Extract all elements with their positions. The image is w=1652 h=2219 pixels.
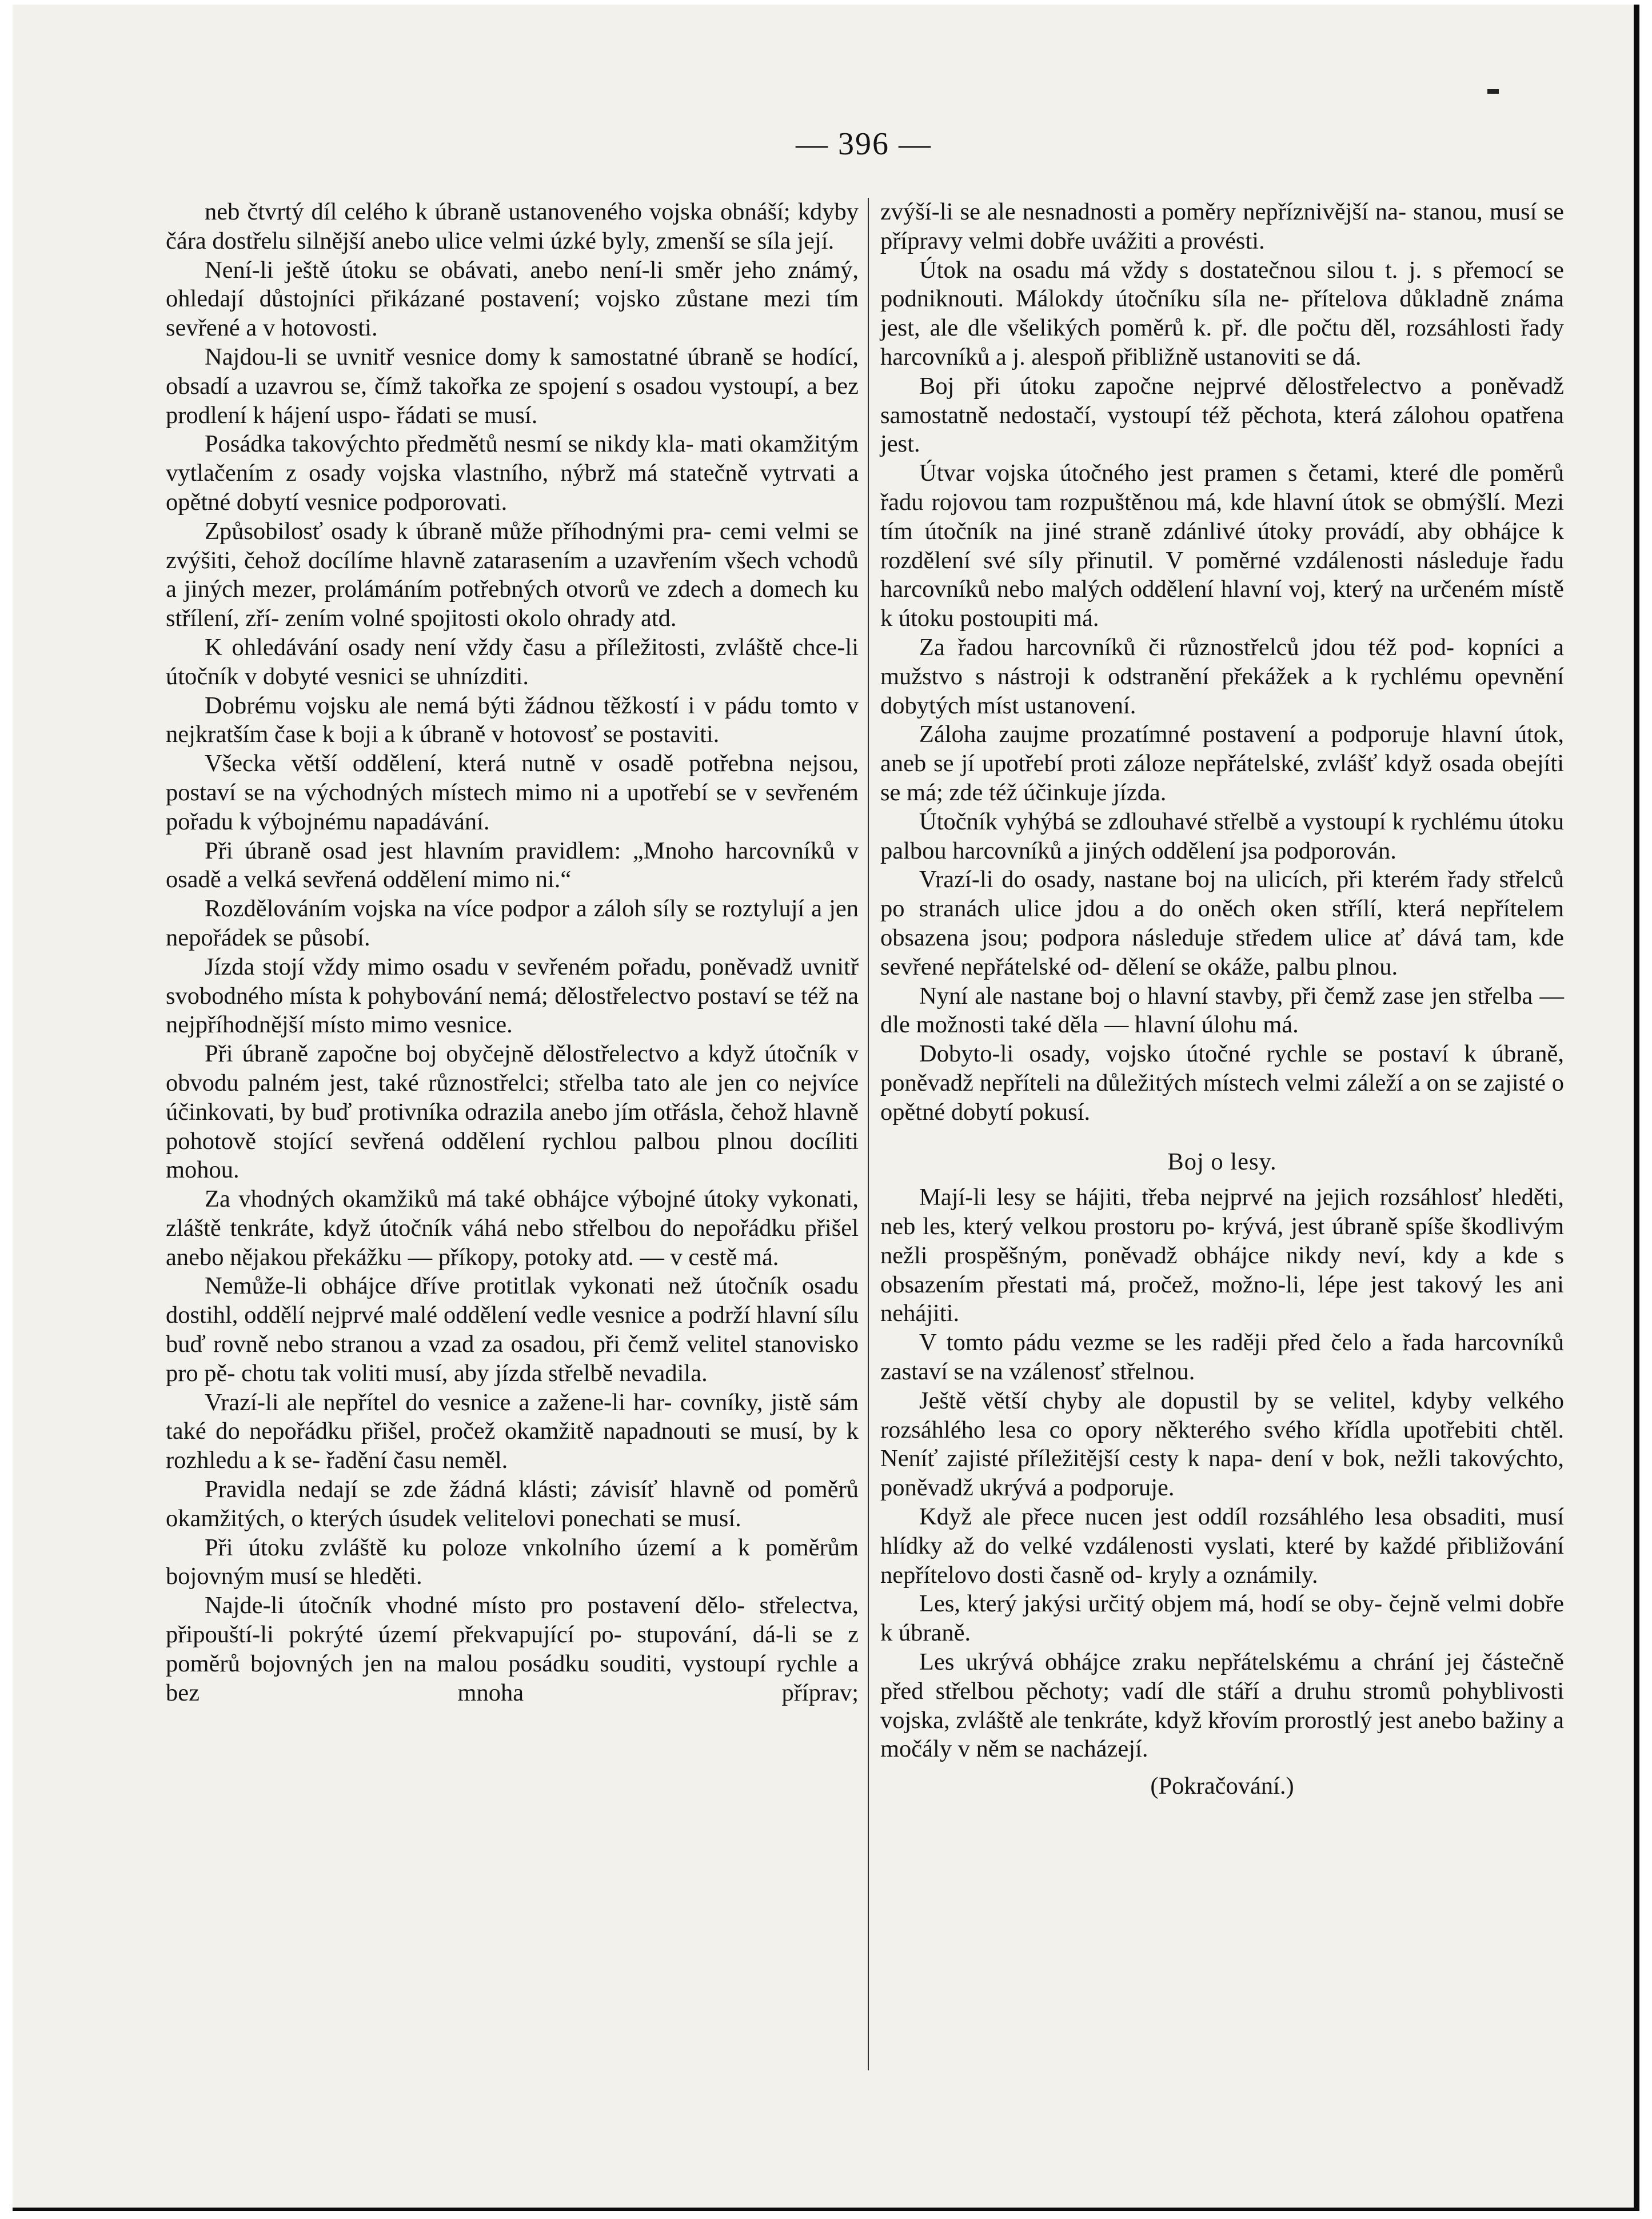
text-line: Nemůže-li obhájce dříve protitlak vykonati než <box>205 1272 702 1300</box>
text-line: hlavní útok se obmýšlí. Mezi tím útočník na jiné straně <box>880 488 1565 545</box>
continuation-note: (Pokračování.) <box>1150 1773 1294 1800</box>
text-line: zase jen střelba — dle možnosti také děla — hlavní <box>880 982 1564 1039</box>
paragraph <box>166 1185 859 1272</box>
text-line: Les ukrývá obhájce zraku nepřátelskému a chrání <box>919 1649 1434 1676</box>
paragraph <box>880 1040 1564 1127</box>
paragraph <box>166 1272 859 1388</box>
text-line: řadění času neměl. <box>326 1447 508 1474</box>
text-line: poněvadž uvnitř svobodného místa k pohybování nemá; <box>166 953 859 1009</box>
paragraph <box>166 837 859 895</box>
text-line: dení v bok, nežli takovýchto, poněvadž ukrývá a podporuje. <box>880 1445 1565 1502</box>
paragraph <box>880 198 1564 256</box>
text-line: zvlášť když osada obejíti se má; zde též účinkuje jízda. <box>880 750 1564 806</box>
text-line: střelba tato ale jen co nejvíce účinkovati, by buď protivníka <box>166 1069 859 1126</box>
text-line: Útvar vojska útočného jest pramen s četami, které <box>919 460 1439 487</box>
text-line: vedle vesnice a podrží hlavní sílu buď rovně nebo stranou <box>166 1302 859 1358</box>
paragraph <box>166 633 859 692</box>
text-line: Vrazí-li ale nepřítel do vesnice a zažene-li har- <box>205 1388 672 1416</box>
text-line: přítelova důkladně známa jest, ale dle všelikých poměrů <box>880 285 1565 342</box>
left-column <box>166 198 859 1707</box>
text-line: od poměrů okamžitých, o kterých úsudek velitelovi <box>166 1476 859 1532</box>
paragraph <box>166 749 859 836</box>
text-line: k rychlému útoku palbou harcovníků a jiných oddělení <box>880 808 1565 864</box>
paragraph <box>166 953 859 1040</box>
paragraph <box>166 895 859 953</box>
text-line: úbraně se hodící, obsadí a uzavrou se, čímž takořka ze <box>166 343 859 400</box>
text-line: Dobrému vojsku ale nemá býti žádnou těžkostí <box>205 692 679 719</box>
text-line: se nacházejí. <box>1024 1735 1148 1763</box>
text-line: ponechati se musí. <box>561 1504 741 1532</box>
paragraph <box>166 256 859 343</box>
text-line: řádati se musí. <box>396 401 538 429</box>
text-line: K ohledávání osady není vždy času a příležitosti, <box>205 633 706 661</box>
text-line: útoky vykonati, zláště tenkráte, když útočník váhá nebo <box>166 1186 859 1242</box>
paragraph <box>166 1388 859 1475</box>
text-line: Najdou-li se uvnitř vesnice domy k samostatné <box>205 343 679 370</box>
text-line: neb čtvrtý díl celého k úbraně ustanoveného vojska <box>205 198 713 225</box>
text-line: Vrazí-li do osady, nastane boj na ulicích, při kterém <box>919 866 1439 893</box>
text-line: Za vhodných okamžiků má také obhájce výbojné <box>205 1186 696 1213</box>
paragraph <box>880 256 1564 372</box>
text-line: síly přinutil. V poměrné vzdálenosti následuje řadu <box>1028 546 1565 574</box>
text-line: vojsko zůstane mezi tím sevřené a v hotovosti. <box>166 285 859 342</box>
text-line: Útočník vyhýbá se zdlouhavé střelbě a vystoupí <box>919 808 1386 835</box>
text-line: Když ale přece nucen jest oddíl rozsáhlého lesa <box>919 1503 1412 1531</box>
paragraph <box>880 1387 1564 1503</box>
text-line: harcovníků nebo malých oddělení hlavní voj, který na <box>880 576 1414 603</box>
text-line: poněvadž obhájce nikdy neví, kdy a kde s obsazením <box>880 1242 1564 1298</box>
text-line: Záloha zaujme prozatímné postavení a podporuje <box>919 721 1430 748</box>
text-line: záleží a on se zajisté o opětné dobytí pokusí. <box>880 1069 1564 1126</box>
text-line: když křovím prorostlý jest anebo bažiny a močály v něm <box>880 1706 1564 1763</box>
text-line: covníky, jistě sám také do nepořádku přišel, pročež <box>166 1388 859 1445</box>
text-line: mimo vesnice. <box>370 1011 513 1039</box>
text-line: zvýší-li se ale nesnadnosti a poměry nepříznivější na- <box>880 198 1407 225</box>
paragraph <box>880 865 1564 981</box>
text-line: V tomto pádu vezme se les raději před čelo a <box>919 1329 1392 1356</box>
text-line: řady střelců po stranách ulice jdou a do oněch oken <box>880 866 1564 923</box>
text-line: rozsáhlosť hleděti, neb les, který velkou prostoru po- <box>880 1184 1565 1240</box>
text-line: dělostřelectvo postaví se též na nejpříhodnější místo <box>166 982 859 1039</box>
text-line: Nyní ale nastane boj o hlavní stavby, při čemž <box>919 982 1375 1009</box>
text-line: spojení s osadou vystoupí, a bez prodlení k hájení uspo- <box>166 372 859 429</box>
text-line: Při úbraně započne boj obyčejně dělostřelectvo a <box>205 1040 699 1068</box>
text-line: nejsou, postaví se na východných místech mimo ni a <box>166 750 859 806</box>
text-line: Posádka takovýchto předmětů nesmí se nikdy kla- <box>205 430 694 458</box>
text-line: zdánlivé útoky provádí, aby obhájce k rozdělení své <box>880 517 1564 574</box>
text-line: a uzavřením všech vchodů a jiných mezer, prolámáním <box>166 546 859 603</box>
text-line: a vzad za osadou, při čemž velitel stanovisko pro pě- <box>166 1331 859 1387</box>
text-line: druhu stromů pohyblivosti vojska, zvláště ale tenkráte, <box>880 1677 1564 1734</box>
text-line: Les, který jakýsi určitý objem má, hodí se oby- <box>919 1590 1383 1618</box>
text-line: Při úbraně osad jest hlavním pravidlem: „Mnoho <box>205 837 714 864</box>
text-line: Najde-li útočník vhodné místo pro postavení dělo- <box>205 1592 745 1619</box>
text-line: Při útoku zvláště ku poloze vnkolního území a <box>205 1534 723 1561</box>
text-line: má statečně vytrvati a opětné dobytí vesnice podporovati. <box>166 460 859 516</box>
text-line: harcovníků v osadě a velká sevřená oddělení mimo ni.“ <box>166 837 859 893</box>
text-line: alespoň přibližně ustanoviti se dá. <box>1031 343 1362 370</box>
paragraph <box>166 1040 859 1185</box>
paragraph <box>880 808 1564 866</box>
ink-mark <box>1487 89 1499 94</box>
text-line: posádku souditi, vystoupí rychle a bez mnoha příprav; <box>166 1650 859 1706</box>
text-line: velkého rozsáhlého lesa co opory některého svého křídla <box>880 1387 1565 1443</box>
text-line: střelectva, připouští-li pokrýté území překvapující po- <box>166 1592 859 1649</box>
text-line: — příkopy, potoky atd. — v cestě má. <box>408 1243 779 1271</box>
paragraph <box>880 1590 1564 1648</box>
text-line: i v pádu tomto v nejkratším čase k boji a k úbraně <box>166 692 859 748</box>
text-line: přestati má, pročež, možno-li, lépe jest takový les ani <box>996 1271 1564 1298</box>
text-line: k. př. dle počtu děl, rozsáhlosti řady harcovníků a j. <box>880 314 1565 370</box>
text-line: jsa podporován. <box>1241 837 1396 864</box>
text-line: chotu tak voliti musí, aby jízda střelbě nevadila. <box>241 1359 708 1387</box>
text-line: která zálohou opatřena jest. <box>880 401 1564 458</box>
text-line: k poměrům bojovným musí se hleděti. <box>166 1534 859 1590</box>
text-line: kryly a oznámily. <box>1148 1561 1318 1589</box>
text-line: okamžitě napadnouti se musí, by k rozhledu a k se- <box>166 1418 859 1474</box>
paragraph <box>166 430 859 517</box>
text-line: zením volné spojitosti okolo ohrady atd. <box>285 605 677 632</box>
text-line: kopníci a mužstvo s nástroji k odstranění překážek a <box>880 633 1564 690</box>
text-line: Dobyto-li osady, vojsko útočné rychle se postaví <box>919 1040 1449 1068</box>
text-line: středem ulice ať dává tam, kde sevřené nepřátelské od- <box>880 924 1564 980</box>
text-line: útočník osadu dostihl, oddělí nejprvé malé oddělení <box>166 1272 859 1329</box>
text-line: Boj při útoku započne nejprvé dělostřelectvo a <box>919 372 1452 400</box>
text-line: které by každé přibližování nepřítelovo dosti časně od- <box>880 1532 1565 1589</box>
text-line: v hotovosť se postaviti. <box>492 721 720 748</box>
text-line: potřebných otvorů ve zdech a domech ku střílení, zří- <box>166 576 859 632</box>
paragraph <box>166 198 859 256</box>
text-line: čejně velmi dobře k úbraně. <box>880 1590 1564 1647</box>
text-line: obnáší; kdyby čára dostřelu silnější anebo ulice velmi <box>166 198 859 254</box>
text-line: stupování, dá-li se z poměrů bojovných jen na malou <box>166 1621 859 1677</box>
page <box>13 5 1639 2211</box>
paragraph <box>166 1591 859 1707</box>
text-line: dělení se okáže, palbu plnou. <box>1115 953 1398 980</box>
paragraph <box>166 1475 859 1534</box>
text-line: řada harcovníků zastaví se na vzálenosť střelnou. <box>880 1329 1564 1386</box>
text-line: s přemocí se podniknouti. Málokdy útočníku síla ne- <box>880 256 1564 313</box>
paragraph <box>166 692 859 750</box>
paragraph <box>880 372 1564 459</box>
column-divider <box>868 198 869 2070</box>
text-line: určeném místě k útoku postoupiti má. <box>880 576 1564 632</box>
paragraph <box>166 1534 859 1592</box>
paragraph <box>880 633 1564 720</box>
section-heading: Boj o lesy. <box>1167 1148 1277 1175</box>
paragraph <box>880 1503 1564 1590</box>
text-line: Ještě větší chyby ale dopustil by se velitel, kdyby <box>919 1387 1472 1414</box>
text-line: upotřebí se v sevřeném pořadu k výbojnému napadávání. <box>166 779 859 835</box>
text-line: obsaditi, musí hlídky až do velké vzdálenosti vyslati, <box>880 1503 1565 1559</box>
paragraph <box>166 517 859 633</box>
paragraph <box>880 459 1564 633</box>
paragraph <box>880 1648 1564 1764</box>
text-line: jej částečně před střelbou pěchoty; vadí dle stáří a <box>880 1649 1564 1705</box>
text-line: Mají-li lesy se hájiti, třeba nejprvé na jejich <box>919 1184 1370 1211</box>
text-line: když útočník v obvodu palném jest, také různostřelci; <box>166 1040 859 1096</box>
text-line: krývá, jest úbraně spíše škodlivým nežli prospěšným, <box>880 1213 1564 1269</box>
text-line: Způsobilosť osady k úbraně může příhodnými pra- <box>205 517 712 545</box>
page-number: — 396 — <box>796 126 932 162</box>
text-line: dle poměrů řadu rojovou tam rozpuštěnou má, kde <box>880 460 1565 516</box>
text-line: Všecka větší oddělení, která nutně v osadě potřebna <box>205 750 774 777</box>
right-column <box>880 198 1564 1801</box>
text-line: jeho známý, ohledají důstojníci přikázané postavení; <box>166 256 859 313</box>
text-line: úlohu má. <box>1201 1011 1299 1039</box>
text-line: upotřebiti chtěl. Neníť zajisté příležitější cesty k napa- <box>880 1416 1564 1472</box>
text-line: úzké byly, zmenší se síla její. <box>550 227 835 254</box>
text-line: Není-li ještě útoku se obávati, anebo není-li směr <box>205 256 723 284</box>
text-line: k rychlému opevnění dobytých míst ustanovení. <box>880 662 1565 719</box>
text-line: stanou, musí se přípravy velmi dobře uvážiti a provésti. <box>880 198 1564 254</box>
paragraph <box>880 720 1564 807</box>
text-line: sevřená oddělení rychlou palbou plnou docíliti mohou. <box>166 1127 859 1184</box>
text-line: k úbraně, poněvadž nepříteli na důležitých místech velmi <box>880 1040 1564 1096</box>
text-line: střelbou do nepořádku přišel anebo nějakou překážku <box>166 1214 859 1271</box>
text-line: mati okamžitým vytlačením z osady vojska vlastního, nýbrž <box>166 430 859 487</box>
text-line: Pravidla nedají se zde žádná klásti; závisíť hlavně <box>205 1476 735 1503</box>
text-line: hlavní útok, aneb se jí upotřebí proti záloze nepřátelské, <box>880 721 1564 777</box>
text-line: se roztylují a jen nepořádek se působí. <box>166 895 859 951</box>
paragraph <box>166 343 859 430</box>
text-line: střílí, která nepřítelem obsazena jsou; podpora následuje <box>880 895 1564 951</box>
paragraph <box>880 982 1564 1040</box>
text-line: Útok na osadu má vždy s dostatečnou silou t. j. <box>919 256 1422 284</box>
text-line: cemi velmi se zvýšiti, čehož docílíme hlavně zatarasením <box>166 517 859 574</box>
text-line: zvláště chce-li útočník v dobyté vesnici se uhnízditi. <box>166 633 859 690</box>
text-line: odrazila anebo jím otřásla, čehož hlavně pohotově stojící <box>166 1098 859 1155</box>
text-line: nehájiti. <box>880 1300 960 1327</box>
text-line: Jízda stojí vždy mimo osadu v sevřeném pořadu, <box>205 953 692 980</box>
paragraph <box>880 1183 1564 1328</box>
text-line: poněvadž samostatně nedostačí, vystoupí též pěchota, <box>880 372 1565 429</box>
text-line: Rozdělováním vojska na více podpor a záloh síly <box>205 895 689 923</box>
text-line: Za řadou harcovníků či různostřelců jdou též pod- <box>919 633 1455 661</box>
paragraph <box>880 1328 1564 1387</box>
